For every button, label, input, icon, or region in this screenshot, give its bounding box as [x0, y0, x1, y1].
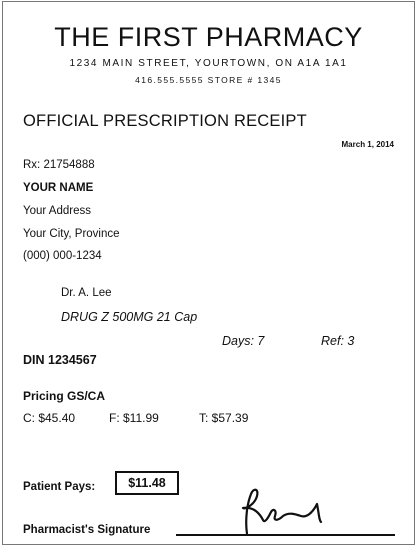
price-fee: F: $11.99	[109, 411, 159, 425]
days-supply: Days: 7	[222, 334, 265, 348]
handwritten-signature	[233, 486, 343, 538]
pharmacy-address: 1234 MAIN STREET, YOURTOWN, ON A1A 1A1	[69, 58, 348, 69]
signature-label: Pharmacist's Signature	[23, 524, 151, 536]
patient-address: Your Address	[23, 205, 91, 217]
doctor-name: Dr. A. Lee	[61, 287, 112, 299]
patient-pays-amount: $11.48	[115, 471, 179, 495]
pharmacy-contact: 416.555.5555 STORE # 1345	[135, 75, 282, 85]
din-number: DIN 1234567	[23, 353, 97, 367]
refills: Ref: 3	[321, 334, 355, 348]
receipt-title: OFFICIAL PRESCRIPTION RECEIPT	[23, 112, 307, 130]
price-total: T: $57.39	[199, 411, 249, 425]
patient-city: Your City, Province	[23, 228, 120, 240]
patient-pays-label: Patient Pays:	[23, 481, 96, 493]
drug-description: DRUG Z 500MG 21 Cap	[61, 310, 198, 324]
pricing-heading: Pricing GS/CA	[23, 389, 106, 403]
price-cost: C: $45.40	[23, 411, 76, 425]
prescription-receipt	[2, 1, 415, 545]
patient-name: YOUR NAME	[23, 182, 94, 194]
rx-number: Rx: 21754888	[23, 159, 95, 171]
patient-phone: (000) 000-1234	[23, 250, 102, 262]
receipt-date: March 1, 2014	[341, 140, 394, 149]
pharmacy-name: THE FIRST PHARMACY	[54, 22, 363, 52]
